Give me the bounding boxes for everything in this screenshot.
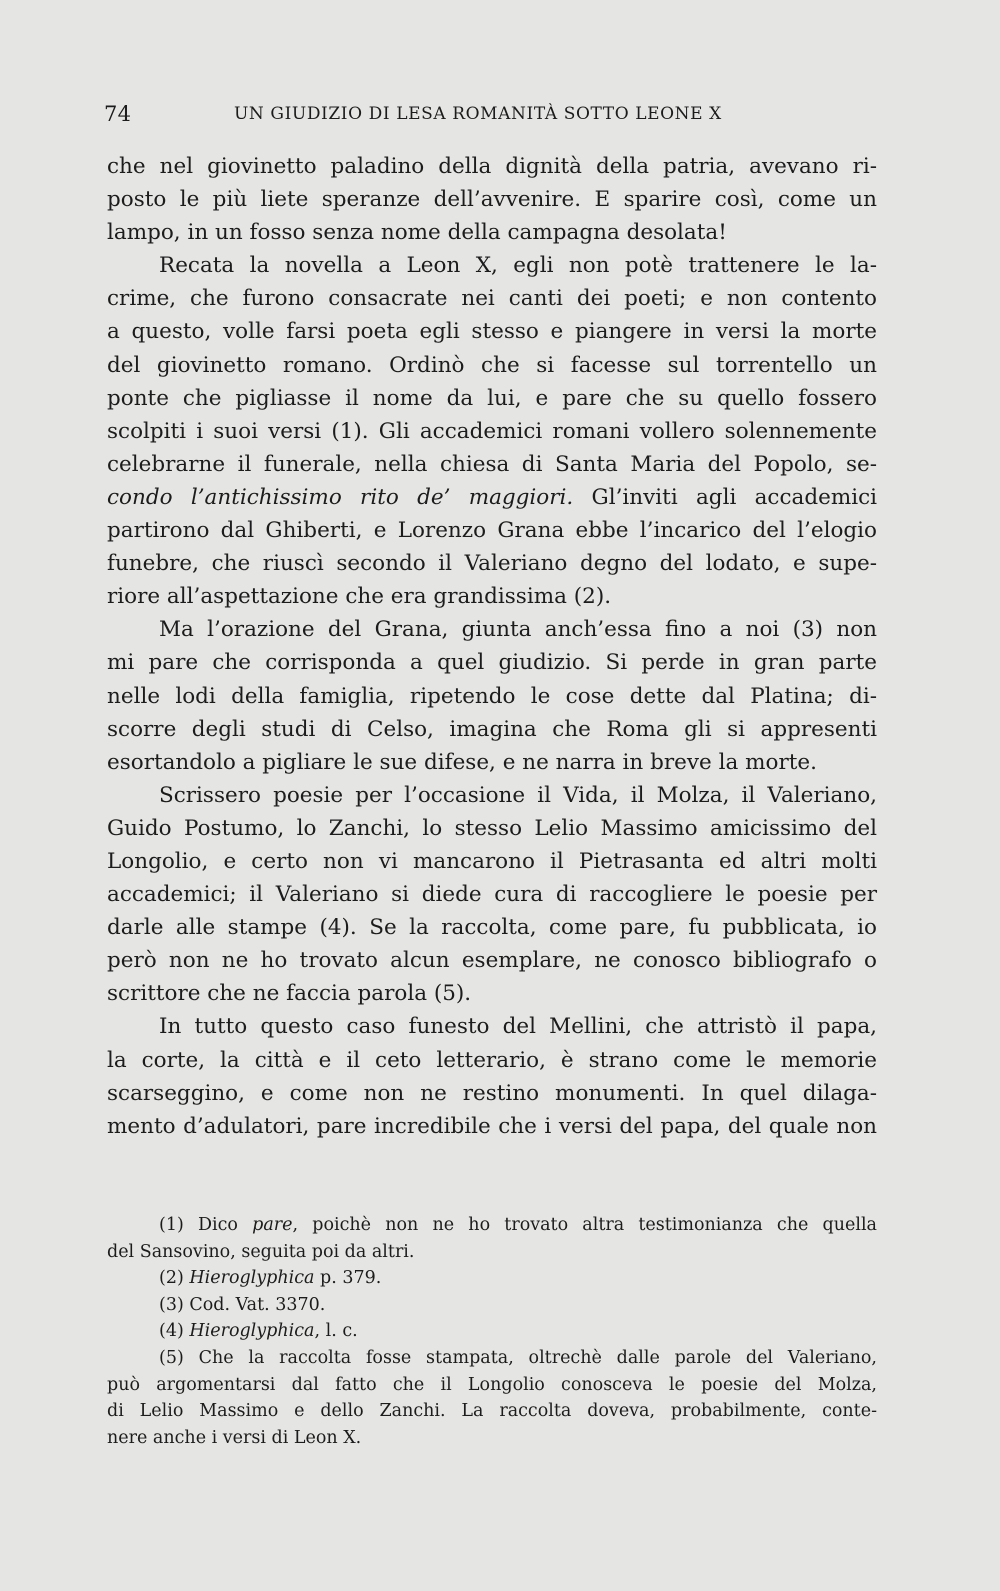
text-line: la corte, la città e il ceto letterario, è strano come le memorie xyxy=(107,1047,877,1073)
paragraph-start: Scrissero poesie per l’occasione il Vida, il Molza, il Valeriano, xyxy=(159,782,877,808)
text-line: accademici; il Valeriano si diede cura di raccogliere le poesie per xyxy=(107,882,877,908)
text-line: nelle lodi della famiglia, ripetendo le cose dette dal Platina; di- xyxy=(107,683,877,709)
italic-quote: condo l’antichissimo rito de’ maggiori. xyxy=(107,484,574,510)
footnote-3: (3) Cod. Vat. 3370. xyxy=(159,1294,326,1315)
footnote-fragment: p. 379. xyxy=(314,1268,382,1289)
text-line: funebre, che riuscì secondo il Valeriano degno del lodato, e supe- xyxy=(107,551,877,577)
text-line: scorre degli studi di Celso, imagina che Roma gli si appresenti xyxy=(107,716,877,742)
text-line: del giovinetto romano. Ordinò che si facesse sul torrentello un xyxy=(107,352,877,378)
footnotes xyxy=(107,1212,877,1451)
text-line: scarseggino, e come non ne restino monumenti. In quel dilaga- xyxy=(107,1080,877,1106)
footnote-5: (5) Che la raccolta fosse stampata, oltrechè dalle parole del Valeriano, xyxy=(159,1347,877,1368)
footnote-fragment: (4) xyxy=(159,1321,190,1342)
footnote-5-cont: nere anche i versi di Leon X. xyxy=(107,1427,362,1448)
paragraph-start: Ma l’orazione del Grana, giunta anch’essa fino a noi (3) non xyxy=(159,617,877,643)
paragraph-start: In tutto questo caso funesto del Mellini, che attristò il papa, xyxy=(159,1014,877,1040)
footnote-1 xyxy=(107,1212,877,1239)
running-title: UN GIUDIZIO DI LESA ROMANITÀ SOTTO LEONE X xyxy=(234,104,722,124)
text-line: mi pare che corrisponda a quel giudizio. Si perde in gran parte xyxy=(107,650,877,676)
text-line: crime, che furono consacrate nei canti dei poeti; e non contento xyxy=(107,286,877,312)
page-number: 74 xyxy=(104,102,132,126)
text-line: riore all’aspettazione che era grandissima (2). xyxy=(107,584,612,610)
text-line: esortandolo a pigliare le sue difese, e ne narra in breve la morte. xyxy=(107,749,817,775)
text-line: darle alle stampe (4). Se la raccolta, come pare, fu pubblicata, io xyxy=(107,915,877,941)
text-line: lampo, in un fosso senza nome della campagna desolata! xyxy=(107,220,727,246)
text-line: mento d’adulatori, pare incredibile che i versi del papa, del quale non xyxy=(107,1113,877,1139)
footnote-2 xyxy=(107,1265,877,1292)
footnote-fragment: (1) Dico xyxy=(159,1215,253,1235)
text-line: Longolio, e certo non vi mancarono il Pietrasanta ed altri molti xyxy=(107,848,877,874)
main-text xyxy=(107,150,877,1143)
text-line: posto le più liete speranze dell’avvenire. E sparire così, come un xyxy=(107,187,877,213)
footnote-5-cont: può argomentarsi dal fatto che il Longolio conosceva le poesie del Molza, xyxy=(107,1374,877,1395)
text-line: che nel giovinetto paladino della dignità della patria, avevano ri- xyxy=(107,154,877,179)
footnote-fragment: , l. c. xyxy=(314,1321,358,1342)
text-line: Guido Postumo, lo Zanchi, lo stesso Lelio Massimo amicissimo del xyxy=(107,815,877,841)
footnote-italic: Hieroglyphica xyxy=(189,1268,315,1289)
text-line: celebrarne il funerale, nella chiesa di Santa Maria del Popolo, se- xyxy=(107,451,877,477)
footnote-fragment: , poichè non ne ho trovato altra testimonianza che quella xyxy=(292,1215,877,1235)
text-line: scolpiti i suoi versi (1). Gli accademici romani vollero solennemente xyxy=(107,418,877,444)
text-line xyxy=(107,481,877,514)
text-line: però non ne ho trovato alcun esemplare, ne conosco bibliografo o xyxy=(107,948,877,974)
text-line: partirono dal Ghiberti, e Lorenzo Grana ebbe l’incarico del l’elogio xyxy=(107,518,877,544)
text-line: scrittore che ne faccia parola (5). xyxy=(107,981,472,1007)
footnote-5-cont: di Lelio Massimo e dello Zanchi. La raccolta doveva, probabilmente, conte- xyxy=(107,1401,877,1422)
text-fragment: Gl’inviti agli accademici xyxy=(573,484,877,510)
footnote-fragment: (2) xyxy=(159,1268,190,1289)
text-line: ponte che pigliasse il nome da lui, e pare che su quello fossero xyxy=(107,385,877,411)
footnote-4 xyxy=(107,1318,877,1345)
footnote-italic: Hieroglyphica xyxy=(189,1321,315,1342)
paragraph-start: Recata la novella a Leon X, egli non potè trattenere le la- xyxy=(159,253,877,279)
running-head xyxy=(104,102,764,132)
footnote-1-cont: del Sansovino, seguita poi da altri. xyxy=(107,1241,415,1262)
footnote-italic: pare xyxy=(252,1215,293,1235)
text-line: a questo, volle farsi poeta egli stesso e piangere in versi la morte xyxy=(107,319,877,345)
